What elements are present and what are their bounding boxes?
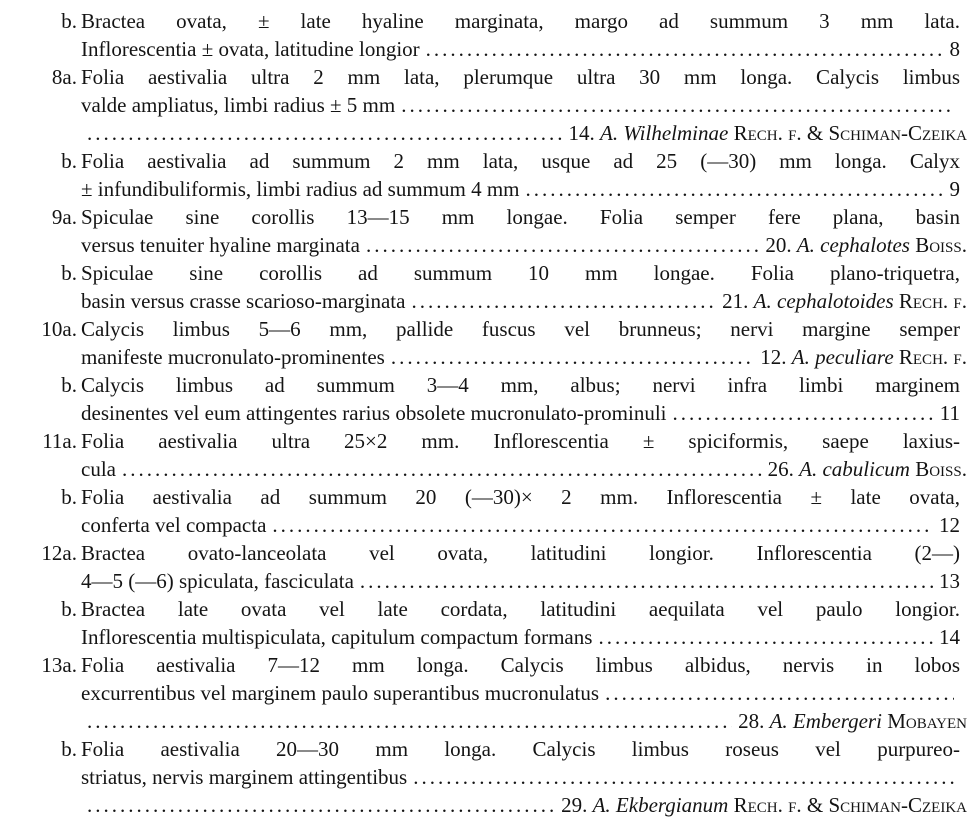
- taxon-name: A. peculiare: [791, 345, 894, 369]
- taxon-name: A. cephalotes: [796, 233, 910, 257]
- dot-leader: [598, 623, 933, 651]
- taxon-result: [569, 119, 968, 147]
- taxon-number: 13: [939, 569, 960, 593]
- taxon-result: [722, 287, 967, 315]
- taxon-name: A. Embergeri: [769, 709, 882, 733]
- key-text: Bractea ovata, ± late hyaline marginata, margo ad summum 3 mm lata.: [81, 9, 960, 33]
- key-text: Calycis limbus 5—6 mm, pallide fuscus vel brunneus; nervi margine semper: [81, 317, 960, 341]
- key-text: Calycis limbus ad summum 3—4 mm, albus; nervi infra limbi marginem: [81, 373, 960, 397]
- key-line: [0, 651, 975, 679]
- taxon-number: 28.: [738, 709, 765, 733]
- key-line: [0, 287, 975, 315]
- key-text: Folia aestivalia ultra 25×2 mm. Inflorescentia ± spiciformis, saepe laxius-: [81, 429, 960, 453]
- key-line: [0, 567, 975, 595]
- key-line: [0, 707, 975, 735]
- key-text: Spiculae sine corollis 13—15 mm longae. Folia semper fere plana, basin: [81, 205, 960, 229]
- key-text: striatus, nervis marginem attingentibus: [81, 765, 408, 789]
- couplet-reference: [939, 567, 960, 595]
- key-text: manifeste mucronulato-prominentes: [81, 345, 385, 369]
- couplet-reference: [939, 623, 960, 651]
- key-text: ± infundibuliformis, limbi radius ad summum 4 mm: [81, 177, 520, 201]
- couplet-reference: [950, 175, 961, 203]
- dot-leader: [605, 679, 954, 707]
- taxon-number: 8: [949, 37, 960, 61]
- key-text: 4—5 (—6) spiculata, fasciculata: [81, 569, 354, 593]
- taxon-name: A. cephalotoides: [753, 289, 894, 313]
- key-line: [0, 595, 975, 623]
- dot-leader: [360, 567, 933, 595]
- taxon-author: Mobayen: [887, 709, 967, 733]
- couplet-label: b.: [61, 737, 77, 761]
- taxon-number: 21.: [722, 289, 749, 313]
- key-text: Bractea ovato-lanceolata vel ovata, latitudini longior. Inflorescentia (2—): [81, 541, 960, 565]
- taxon-number: 9: [949, 177, 960, 201]
- taxon-number: 26.: [767, 457, 794, 481]
- taxon-result: [768, 455, 967, 483]
- couplet-label: b.: [61, 485, 77, 509]
- couplet-reference: [950, 35, 961, 63]
- key-text: basin versus crasse scarioso-marginata: [81, 289, 406, 313]
- couplet-reference: [939, 511, 960, 539]
- dot-leader: [673, 399, 934, 427]
- dot-leader: [526, 175, 944, 203]
- key-text: Folia aestivalia ultra 2 mm lata, plerumque ultra 30 mm longa. Calycis limbus: [81, 65, 960, 89]
- key-line: [0, 371, 975, 399]
- key-line: [0, 343, 975, 371]
- dot-leader: [87, 707, 732, 735]
- key-line: [0, 679, 975, 707]
- taxon-number: 29.: [561, 793, 588, 817]
- taxon-number: 20.: [765, 233, 792, 257]
- key-line: [0, 539, 975, 567]
- key-text: Inflorescentia ± ovata, latitudine longior: [81, 37, 420, 61]
- couplet-label: b.: [61, 149, 77, 173]
- key-text: Inflorescentia multispiculata, capitulum compactum formans: [81, 625, 593, 649]
- key-line: [0, 511, 975, 539]
- key-text: Spiculae sine corollis ad summum 10 mm longae. Folia plano-triquetra,: [81, 261, 960, 285]
- couplet-label: 12a.: [41, 541, 77, 565]
- key-line: [0, 231, 975, 259]
- key-text: Folia aestivalia ad summum 20 (—30)× 2 mm. Inflorescentia ± late ovata,: [81, 485, 960, 509]
- taxon-result: [561, 791, 967, 819]
- taxon-author: Rech. f.: [898, 345, 967, 369]
- taxon-result: [765, 231, 967, 259]
- dot-leader: [366, 231, 759, 259]
- taxon-author: Rech. f.: [898, 289, 967, 313]
- taxon-author: Rech. f. & Schiman-Czeika: [733, 121, 967, 145]
- taxon-number: 14.: [568, 121, 595, 145]
- key-line: [0, 203, 975, 231]
- key-text: Folia aestivalia 7—12 mm longa. Calycis limbus albidus, nervis in lobos: [81, 653, 960, 677]
- dot-leader: [426, 35, 944, 63]
- couplet-label: b.: [61, 9, 77, 33]
- dot-leader: [413, 763, 954, 791]
- key-text: Folia aestivalia 20—30 mm longa. Calycis limbus roseus vel purpureo-: [81, 737, 960, 761]
- taxon-author: Boiss.: [915, 457, 967, 481]
- taxon-name: A. Wilhelminae: [600, 121, 729, 145]
- key-line: [0, 427, 975, 455]
- key-text: Bractea late ovata vel late cordata, latitudini aequilata vel paulo longior.: [81, 597, 960, 621]
- key-line: [0, 483, 975, 511]
- key-line: [0, 259, 975, 287]
- couplet-label: 11a.: [42, 429, 77, 453]
- taxon-number: 14: [939, 625, 960, 649]
- dot-leader: [411, 287, 716, 315]
- key-line: [0, 399, 975, 427]
- taxon-author: Rech. f. & Schiman-Czeika: [733, 793, 967, 817]
- taxon-result: [738, 707, 967, 735]
- key-line: [0, 63, 975, 91]
- couplet-reference: [940, 399, 960, 427]
- couplet-label: b.: [61, 261, 77, 285]
- key-text: desinentes vel eum attingentes rarius obsolete mucronulato-prominuli: [81, 401, 667, 425]
- key-line: [0, 35, 975, 63]
- key-text: Folia aestivalia ad summum 2 mm lata, usque ad 25 (—30) mm longa. Calyx: [81, 149, 960, 173]
- key-text: versus tenuiter hyaline marginata: [81, 233, 360, 257]
- key-line: [0, 7, 975, 35]
- dot-leader: [272, 511, 933, 539]
- key-line: [0, 455, 975, 483]
- key-text: excurrentibus vel marginem paulo superantibus mucronulatus: [81, 681, 600, 705]
- dot-leader: [122, 455, 762, 483]
- taxon-number: 11: [939, 401, 960, 425]
- taxon-result: [760, 343, 967, 371]
- key-line: [0, 119, 975, 147]
- dot-leader: [401, 91, 954, 119]
- key-text: conferta vel compacta: [81, 513, 267, 537]
- taxon-author: Boiss.: [915, 233, 967, 257]
- taxon-name: A. cabulicum: [799, 457, 910, 481]
- couplet-label: 13a.: [41, 653, 77, 677]
- key-text: cula: [81, 457, 116, 481]
- key-line: [0, 175, 975, 203]
- dot-leader: [87, 791, 555, 819]
- dot-leader: [87, 119, 563, 147]
- taxon-number: 12.: [760, 345, 787, 369]
- key-text: valde ampliatus, limbi radius ± 5 mm: [81, 93, 396, 117]
- key-line: [0, 791, 975, 819]
- key-line: [0, 623, 975, 651]
- key-line: [0, 91, 975, 119]
- key-line: [0, 763, 975, 791]
- dot-leader: [391, 343, 754, 371]
- taxon-number: 12: [939, 513, 960, 537]
- couplet-label: 8a.: [51, 65, 77, 89]
- couplet-label: 10a.: [41, 317, 77, 341]
- taxon-name: A. Ekbergianum: [592, 793, 729, 817]
- key-line: [0, 735, 975, 763]
- key-line: [0, 147, 975, 175]
- identification-key: [0, 7, 975, 819]
- key-line: [0, 315, 975, 343]
- couplet-label: 9a.: [51, 205, 77, 229]
- couplet-label: b.: [61, 597, 77, 621]
- couplet-label: b.: [61, 373, 77, 397]
